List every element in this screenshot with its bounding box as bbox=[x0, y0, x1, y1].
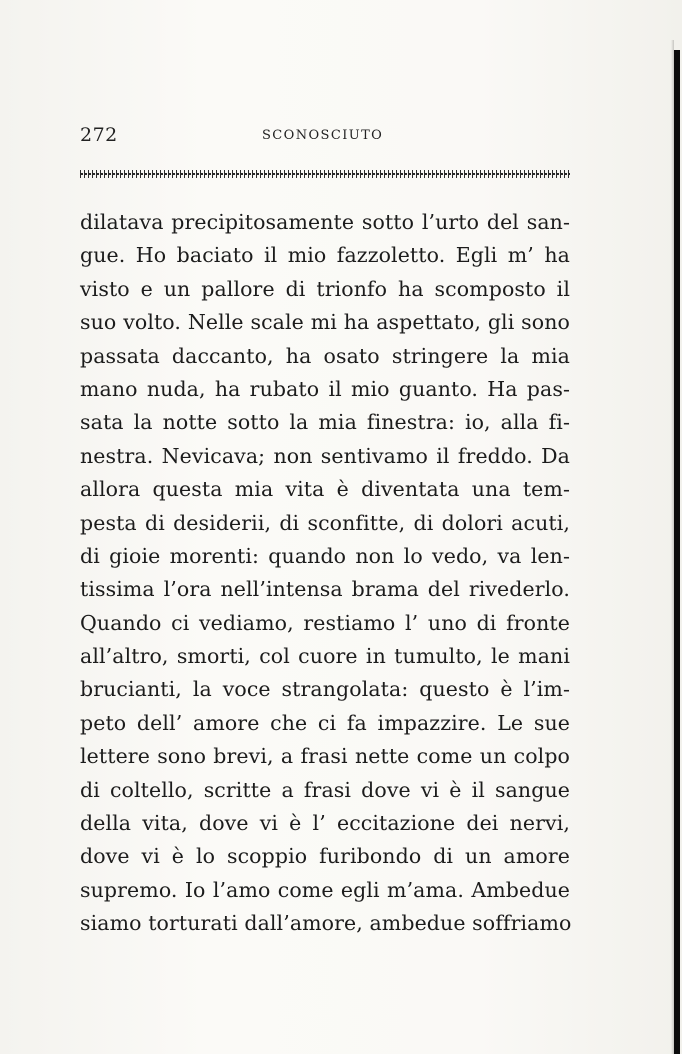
page-header bbox=[80, 124, 570, 150]
text-line: passata daccanto, ha osato stringere la mia bbox=[80, 343, 570, 368]
text-line: tissima l’ora nell’intensa brama del rivederlo. bbox=[80, 577, 570, 602]
text-line: di coltello, scritte a frasi dove vi è il sangue bbox=[80, 777, 570, 802]
text-line: Quando ci vediamo, restiamo l’ uno di fronte bbox=[80, 610, 570, 635]
text-line: dove vi è lo scoppio furibondo di un amore bbox=[80, 844, 570, 869]
text-line: peto dell’ amore che ci fa impazzire. Le sue bbox=[80, 710, 570, 735]
decorative-rule bbox=[80, 170, 570, 178]
text-line: lettere sono brevi, a frasi nette come un colpo bbox=[80, 744, 570, 769]
text-line: di gioie morenti: quando non lo vedo, va len- bbox=[80, 543, 570, 568]
text-line: nestra. Nevicava; non sentivamo il freddo. Da bbox=[80, 443, 570, 468]
body-text bbox=[80, 206, 570, 941]
text-line: della vita, dove vi è l’ eccitazione dei nervi, bbox=[80, 811, 570, 836]
text-line: dilatava precipitosamente sotto l’urto del san- bbox=[80, 210, 570, 234]
binding-edge bbox=[674, 50, 680, 1054]
text-line: mano nuda, ha rubato il mio guanto. Ha pas- bbox=[80, 376, 570, 401]
text-line: brucianti, la voce strangolata: questo è l’im- bbox=[80, 677, 570, 702]
text-line: suo volto. Nelle scale mi ha aspettato, gli sono bbox=[80, 310, 570, 335]
text-line: gue. Ho baciato il mio fazzoletto. Egli m’ ha bbox=[80, 243, 570, 268]
text-line: all’altro, smorti, col cuore in tumulto, le mani bbox=[80, 644, 570, 669]
text-line: supremo. Io l’amo come egli m’ama. Ambedue bbox=[80, 877, 570, 902]
page-number: 272 bbox=[80, 124, 118, 146]
text-line: visto e un pallore di trionfo ha scomposto il bbox=[80, 276, 570, 301]
running-head: SCONOSCIUTO bbox=[262, 128, 384, 143]
text-line: allora questa mia vita è diventata una tem- bbox=[80, 477, 570, 502]
text-line: sata la notte sotto la mia finestra: io, alla fi- bbox=[80, 410, 570, 435]
text-line: siamo torturati dall’amore, ambedue soffriamo bbox=[80, 911, 572, 936]
text-line: pesta di desiderii, di sconfitte, di dolori acuti, bbox=[80, 510, 570, 535]
